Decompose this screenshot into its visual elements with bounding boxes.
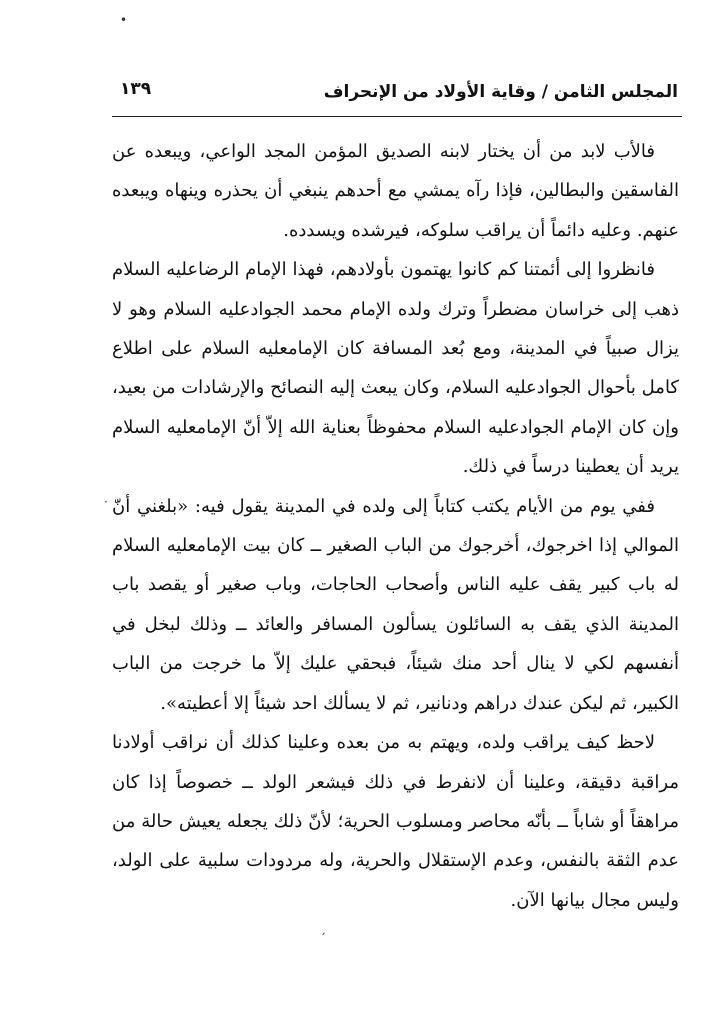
scan-speck: ·	[104, 495, 108, 509]
paragraph: فانظروا إلى أئمتنا كم كانوا يهتمون بأولادهم، فهذا الإمام الرضاعليه السلام ذهب إلى خراسان مضطراً وترك ولده الإمام محمد الجوادعليه السلام وهو لا يزال صبياً في المدينة، ومع بُعد المسافة كان الإمامعليه السلام على اطلاع كامل بأحوال الجوادعليه السلام، وكان يبعث إليه النصائح والإرشادات من بعيد، وإن كان الإمام الجوادعليه السلام محفوظاً بعناية الله إلاّ أنّ الإمامعليه السلام يريد أن يعطينا درساً في ذلك.	[112, 259, 679, 478]
paragraph: لاحظ كيف يراقب ولده، ويهتم به من بعده وعلينا كذلك أن نراقب أولادنا مراقبة دقيقة، وعلينا أن لانفرط في ذلك فيشعر الولد ــ خصوصاً إذا كان مراهقاً أو شاباً ــ بأنّه محاصر ومسلوب الحرية؛ لأنّ ذلك يجعله يعيش حالة من عدم الثقة بالنفس، وعدم الإستقلال والحرية، وله مردودات سلبية على الولد، وليس مجال بيانها الآن.	[112, 732, 679, 911]
running-title: المجلس الثامن / وقاية الأولاد من الإنحراف	[323, 82, 678, 102]
page-header	[112, 76, 682, 108]
body-text	[112, 132, 679, 920]
page-number: ١٣٩	[120, 79, 152, 99]
scan-speck: ˏ	[320, 921, 326, 935]
paragraph: فالأب لابد من أن يختار لابنه الصديق المؤمن المجد الواعي، ويبعده عن الفاسقين والبطالين، فإذا رآه يمشي مع أحدهم ينبغي أن يحذره وينهاه ويبعده عنهم. وعليه دائماً أن يراقب سلوكه، فيرشده ويسدده.	[112, 141, 679, 241]
header-rule	[112, 116, 682, 117]
scan-speck: •	[120, 13, 128, 27]
paragraph: ففي يوم من الأيام يكتب كتاباً إلى ولده في المدينة يقول فيه: «بلغني أنّ الموالي إذا اخرجوك، أخرجوك من الباب الصغير ــ كان بيت الإمامعليه السلام له باب كبير يقف عليه الناس وأصحاب الحاجات، وباب صغير أو يقصد باب المدينة الذي يقف به السائلون يسألون المسافر والعائد ــ وذلك لبخل في أنفسهم لكي لا ينال أحد منك شيئاً، فبحقي عليك إلاّ ما خرجت من الباب الكبير، ثم ليكن عندك دراهم ودنانير، ثم لا يسألك احد شيئاً إلا أعطيته».	[112, 495, 679, 714]
